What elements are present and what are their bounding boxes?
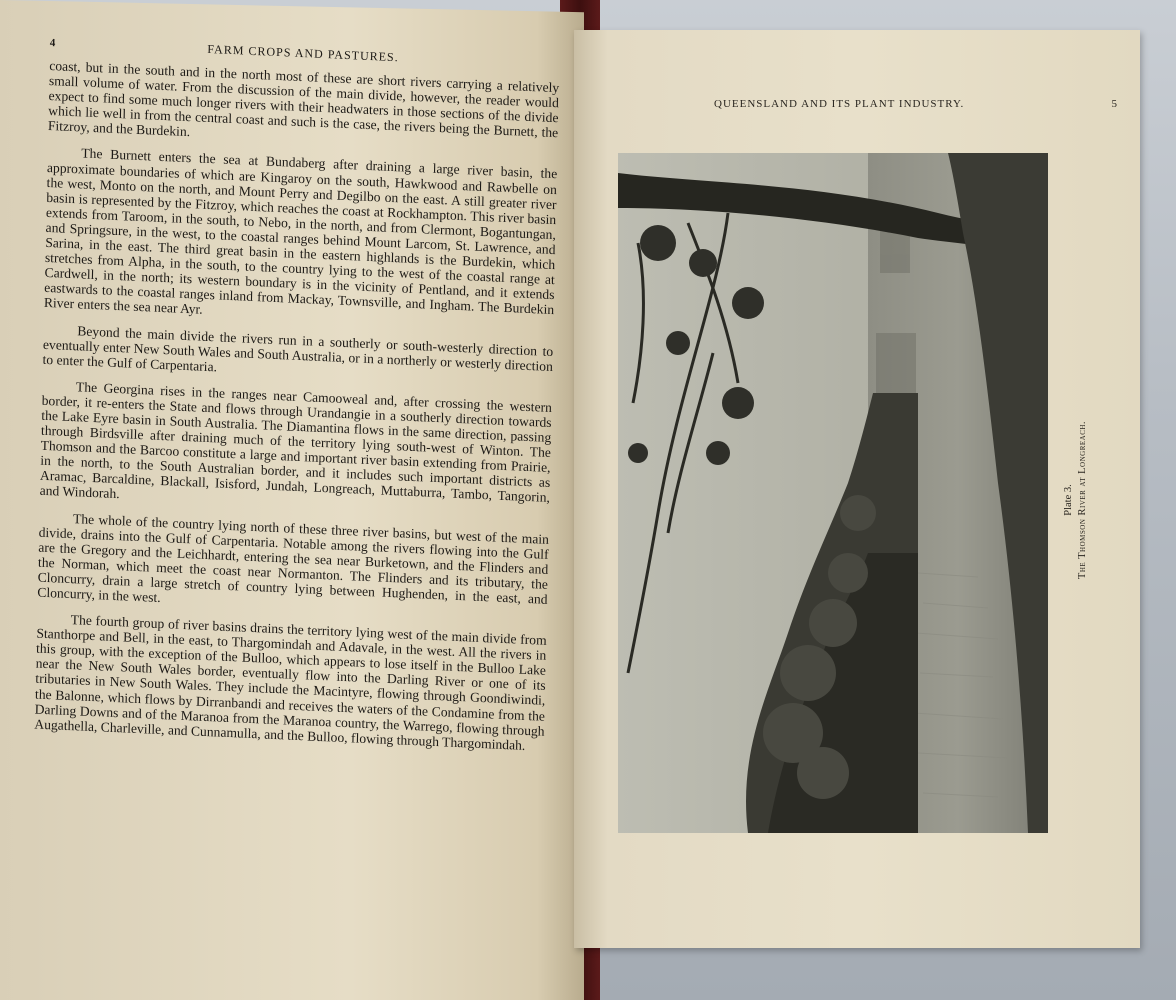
paragraph: Beyond the main divide the rivers run in a southerly or south-westerly direction to eventually enter New South Wales and South Australia, or in a northerly or westerly direction to enter the Gulf of Carpentaria. bbox=[42, 322, 554, 375]
plate-label: Plate 3. bbox=[1063, 484, 1074, 516]
left-page-content bbox=[34, 35, 560, 765]
right-running-title: QUEENSLAND AND ITS PLANT INDUSTRY. bbox=[714, 98, 965, 110]
paragraph: The fourth group of river basins drains the territory lying west of the main divide from Stanthorpe and Bell, in the east, to Thargomindah and Adavale, in the west. All the rivers in this group, with the exception of the Bulloo, which appears to lose itself in the Bulloo Lake near the New South Wales border, eventually flow into the Darling River or one of its tributaries in New South Wales. They include the Macintyre, flowing through Goondiwindi, the Balonne, which flows by Dirranbandi and receives the waters of the Condamine from the Darling Downs and of the Maranoa from the Maranoa country, the Warrego, flowing through Augathella, Charleville, and Cunnamulla, and the Bulloo, flowing through Thargomindah. bbox=[34, 612, 547, 753]
plate-photograph bbox=[618, 153, 1048, 833]
paragraph: coast, but in the south and in the north most of these are short rivers carrying a relatively small volume of water. From the discussion of the main divide, however, the reader would expect to find some much longer rivers with their headwaters in those sections of the divide which lie well in from the central coast and such is the case, the rivers being the Burnett, the Fitzroy, and the Burdekin. bbox=[47, 58, 560, 141]
right-page-number: 5 bbox=[1111, 98, 1118, 110]
left-page bbox=[0, 0, 584, 1000]
left-body-text bbox=[34, 58, 559, 754]
plate-title: The Thomson River at Longreach. bbox=[1077, 420, 1088, 580]
paragraph: The Burnett enters the sea at Bundaberg after draining a large river basin, the approximate boundaries of which are Kingaroy on the south, Hawkwood and Rawbelle on the west, Monto on the north, and Mount Perry and Degilbo on the east. A still greater river basin is represented by the Fitzroy, which reaches the coast at Rockhampton. This river basin extends from Taroom, in the south, to Nebo, in the north, and from Clermont, Bogantungan, and Springsure, in the west, to the coastal ranges behind Mount Larcom, St. Lawrence, and Sarina, in the east. The third great basin in the eastern highlands is the Burdekin, which stretches from Alpha, in the south, to the country lying to the west of the coastal range at Cardwell, in the north; its western boundary is in the vicinity of Pentland, and it extends eastwards to the coastal ranges inland from Mackay, Townsville, and Ingham. The Burdekin River enters the sea near Ayr. bbox=[43, 145, 558, 318]
left-running-title: FARM CROPS AND PASTURES. bbox=[207, 41, 399, 65]
left-page-number: 4 bbox=[49, 37, 57, 50]
paragraph: The whole of the country lying north of these three river basins, but west of the main divide, drains into the Gulf of Carpentaria. Notable among the rivers flowing into the Gulf are the Gregory and the Leichhardt, entering the sea near Burketown, and the Flinders and the Norman, which meet the coast near Normanton. The Flinders and its tributary, the Cloncurry, drain a large stretch of country lying between Hughenden, in the east, and Cloncurry, in the west. bbox=[37, 510, 550, 607]
plate-caption bbox=[1062, 370, 1090, 630]
right-page bbox=[574, 30, 1140, 948]
paragraph: The Georgina rises in the ranges near Camooweal and, after crossing the western border, it re-enters the State and flows through Urandangie in a southerly direction towards the Lake Eyre basin in South Australia. The Diamantina flows in the same direction, passing through Birdsville after draining much of the territory lying south-west of Winton. The Thomson and the Barcoo constitute a large and important river basin extending from Prairie, in the north, to the South Australian border, and it includes such important districts as Aramac, Barcaldine, Blackall, Isisford, Jundah, Longreach, Muttaburra, Tambo, Tangorin, and Windorah. bbox=[39, 379, 553, 506]
river-photo-illustration bbox=[618, 153, 1048, 833]
right-running-head bbox=[714, 98, 1118, 110]
